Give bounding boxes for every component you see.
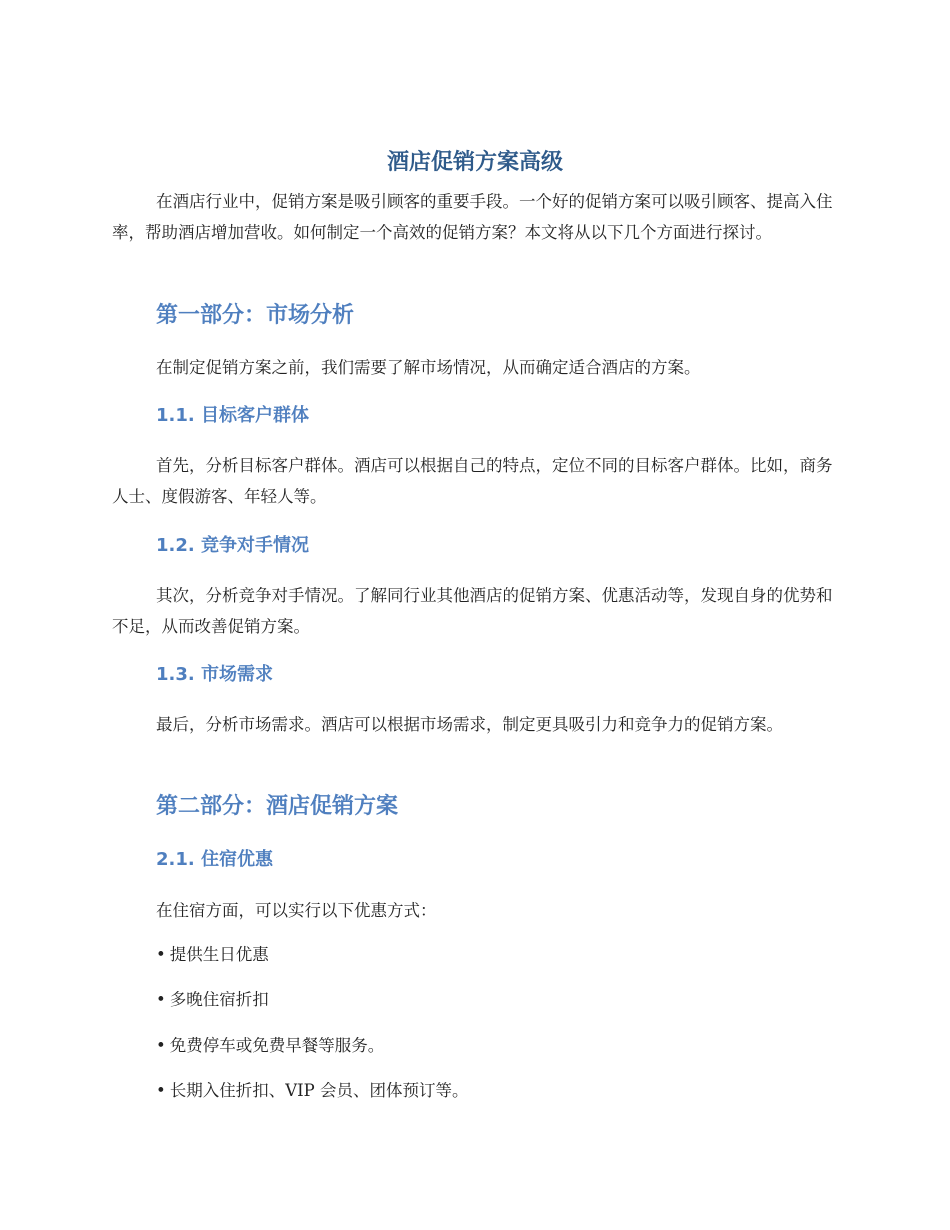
list-item-text: 免费停车或免费早餐等服务。	[169, 1036, 385, 1055]
section-1-2-paragraph: 其次，分析竞争对手情况。了解同行业其他酒店的促销方案、优惠活动等，发现自身的优势和不足，从而改善促销方案。	[112, 586, 833, 636]
section-1-1-heading: 1.1. 目标客户群体	[156, 405, 309, 426]
list-item	[156, 1077, 469, 1105]
bullet-icon: •	[156, 945, 166, 964]
section-2-1-heading: 2.1. 住宿优惠	[156, 849, 273, 870]
list-item-text: 多晚住宿折扣	[169, 990, 269, 1009]
part1-heading: 第一部分：市场分析	[156, 303, 355, 328]
list-item-text: 提供生日优惠	[169, 945, 269, 964]
list-item	[156, 986, 269, 1014]
part1-intro-paragraph: 在制定促销方案之前，我们需要了解市场情况，从而确定适合酒店的方案。	[156, 358, 701, 377]
intro-paragraph: 在酒店行业中，促销方案是吸引顾客的重要手段。一个好的促销方案可以吸引顾客、提高入住率，帮助酒店增加营收。如何制定一个高效的促销方案？本文将从以下几个方面进行探讨。	[112, 192, 833, 242]
list-item-text: 长期入住折扣、VIP 会员、团体预订等。	[169, 1081, 469, 1100]
section-1-3-heading: 1.3. 市场需求	[156, 664, 273, 685]
section-1-3-paragraph: 最后，分析市场需求。酒店可以根据市场需求，制定更具吸引力和竞争力的促销方案。	[156, 715, 783, 734]
list-item	[156, 941, 269, 969]
bullet-icon: •	[156, 990, 166, 1009]
bullet-icon: •	[156, 1036, 166, 1055]
document-title: 酒店促销方案高级	[386, 150, 563, 175]
list-item	[156, 1032, 384, 1060]
bullet-icon: •	[156, 1081, 166, 1100]
section-2-1-intro: 在住宿方面，可以实行以下优惠方式：	[156, 901, 437, 920]
section-1-1-paragraph: 首先，分析目标客户群体。酒店可以根据自己的特点，定位不同的目标客户群体。比如，商务人士、度假游客、年轻人等。	[112, 456, 833, 506]
part2-heading: 第二部分：酒店促销方案	[156, 794, 399, 819]
section-1-2-heading: 1.2. 竞争对手情况	[156, 535, 309, 556]
